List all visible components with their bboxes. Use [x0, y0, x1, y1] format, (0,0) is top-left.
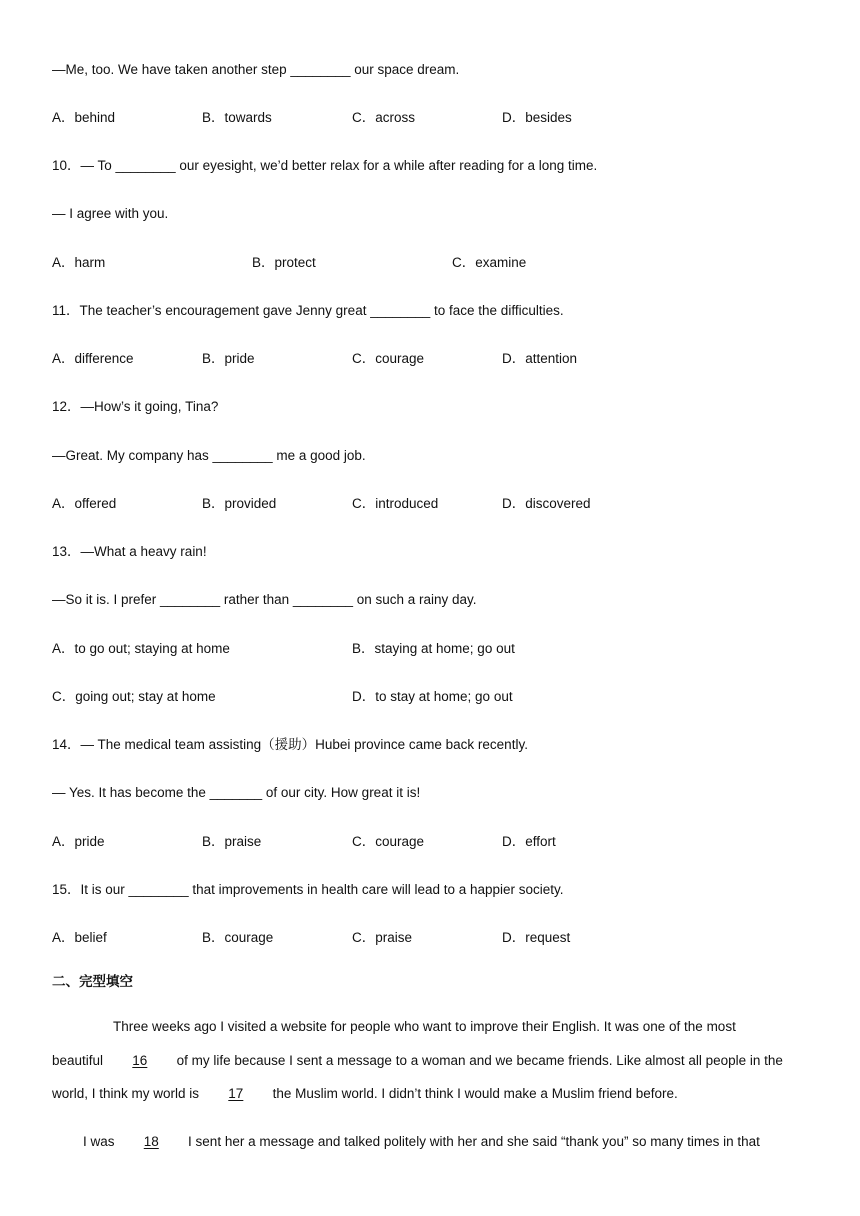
q14-stem: 14．— The medical team assisting（援助）Hubei province came back recently.	[52, 737, 528, 752]
q12-option-c: C．introduced	[352, 496, 439, 511]
q14-option-d: D．effort	[502, 834, 556, 849]
q15-option-d: D．request	[502, 930, 571, 945]
q9-option-c: C．across	[352, 110, 416, 125]
cloze-paragraph-2-line-1	[83, 1133, 760, 1151]
cloze-paragraph-1-line-1: Three weeks ago I visited a website for people who want to improve their English. It was one of the most	[113, 1019, 736, 1034]
cloze-blank-18[interactable]: 18	[143, 1134, 159, 1149]
q12-option-d: D．discovered	[502, 496, 591, 511]
q13-reply: —So it is. I prefer ________ rather than ________ on such a rainy day.	[52, 592, 477, 607]
q9-option-d: D．besides	[502, 110, 572, 125]
q15-stem: 15．It is our ________ that improvements in health care will lead to a happier society.	[52, 882, 564, 897]
cloze-text: the Muslim world. I didn’t think I would make a Muslim friend before.	[272, 1086, 678, 1101]
q12-reply: —Great. My company has ________ me a good job.	[52, 448, 366, 463]
q9-answer-line: —Me, too. We have taken another step ________ our space dream.	[52, 62, 460, 77]
q13-option-d: D．to stay at home; go out	[352, 689, 513, 704]
q13-option-a: A．to go out; staying at home	[52, 641, 230, 656]
q10-stem: 10．— To ________ our eyesight, we’d better relax for a while after reading for a long time.	[52, 158, 598, 173]
cloze-blank-17[interactable]: 17	[228, 1086, 244, 1101]
section-heading-cloze: 二、完型填空	[52, 974, 133, 990]
q10-option-a: A．harm	[52, 255, 106, 270]
q13-stem: 13．—What a heavy rain!	[52, 544, 207, 559]
cloze-blank-16[interactable]: 16	[132, 1053, 148, 1068]
q11-stem: 11．The teacher’s encouragement gave Jenny great ________ to face the difficulties.	[52, 303, 564, 318]
q12-option-a: A．offered	[52, 496, 117, 511]
q12-option-b: B．provided	[202, 496, 277, 511]
q14-option-a: A．pride	[52, 834, 105, 849]
q15-option-a: A．belief	[52, 930, 107, 945]
cloze-text: of my life because I sent a message to a woman and we became friends. Like almost all people in the	[176, 1053, 783, 1068]
q13-option-c: C．going out; stay at home	[52, 689, 216, 704]
q14-reply: — Yes. It has become the _______ of our city. How great it is!	[52, 785, 421, 800]
q10-reply: — I agree with you.	[52, 206, 169, 221]
cloze-text: I was	[83, 1134, 115, 1149]
q9-option-b: B．towards	[202, 110, 272, 125]
q11-option-b: B．pride	[202, 351, 255, 366]
q14-option-b: B．praise	[202, 834, 262, 849]
q11-option-d: D．attention	[502, 351, 578, 366]
cloze-text: world, I think my world is	[52, 1086, 200, 1101]
q10-option-c: C．examine	[452, 255, 527, 270]
q11-option-c: C．courage	[352, 351, 425, 366]
q10-option-b: B．protect	[252, 255, 316, 270]
q15-option-c: C．praise	[352, 930, 413, 945]
q9-option-a: A．behind	[52, 110, 116, 125]
q15-option-b: B．courage	[202, 930, 274, 945]
cloze-paragraph-1-line-2	[52, 1052, 783, 1070]
cloze-text: I sent her a message and talked politely with her and she said “thank you” so many times in that	[188, 1134, 760, 1149]
q13-option-b: B．staying at home; go out	[352, 641, 515, 656]
cloze-paragraph-1-line-3	[52, 1085, 678, 1103]
q11-option-a: A．difference	[52, 351, 134, 366]
cloze-text: beautiful	[52, 1053, 104, 1068]
q12-stem: 12．—How’s it going, Tina?	[52, 399, 219, 414]
q14-option-c: C．courage	[352, 834, 425, 849]
